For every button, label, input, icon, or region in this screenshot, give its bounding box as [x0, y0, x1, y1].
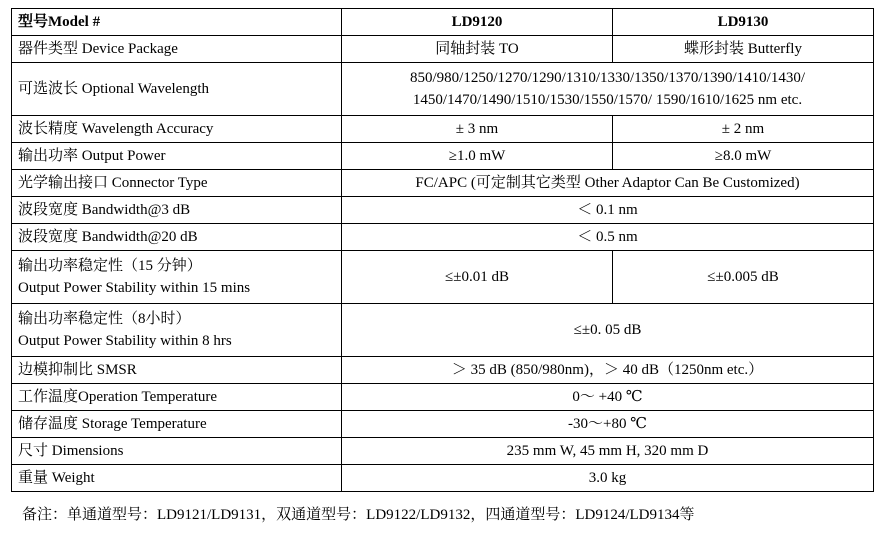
cell-ld9130: ≤±0.005 dB [613, 251, 874, 304]
cell-shared: -30～+80 ℃ [342, 411, 874, 438]
row-weight [12, 465, 874, 492]
cell-ld9130: 蝶形封装 Butterfly [613, 36, 874, 63]
row-label-cn: 输出功率稳定性（15 分钟） [18, 258, 202, 274]
row-label: 储存温度 Storage Temperature [12, 411, 342, 438]
row-dimensions [12, 438, 874, 465]
wavelength-line-2: 1450/1470/1490/1510/1530/1550/1570/ 1590/1610/1625 nm etc. [412, 92, 803, 108]
cell-shared: ≤±0. 05 dB [342, 304, 874, 357]
table-header-row [12, 9, 874, 36]
header-model-ld9120: LD9120 [342, 9, 613, 36]
row-label: 重量 Weight [12, 465, 342, 492]
cell-shared: 235 mm W, 45 mm H, 320 mm D [342, 438, 874, 465]
row-wavelength-accuracy [12, 116, 874, 143]
row-optional-wavelength [12, 63, 874, 116]
cell-shared [342, 63, 874, 116]
row-stability-15min [12, 251, 874, 304]
row-smsr [12, 357, 874, 384]
row-label: 输出功率 Output Power [12, 143, 342, 170]
cell-shared: ＜ 0.1 nm [342, 197, 874, 224]
row-label: 工作温度Operation Temperature [12, 384, 342, 411]
cell-ld9120: ≥1.0 mW [342, 143, 613, 170]
cell-ld9120: 同轴封装 TO [342, 36, 613, 63]
row-label: 器件类型 Device Package [12, 36, 342, 63]
footnote: 备注：单通道型号：LD9121/LD9131，双通道型号：LD9122/LD9132，四通道型号：LD9124/LD9134等 [22, 507, 695, 523]
row-storage-temperature [12, 411, 874, 438]
row-label [12, 251, 342, 304]
row-label: 波段宽度 Bandwidth@3 dB [12, 197, 342, 224]
row-label [12, 304, 342, 357]
cell-ld9130: ≥8.0 mW [613, 143, 874, 170]
row-device-package [12, 36, 874, 63]
row-label: 波长精度 Wavelength Accuracy [12, 116, 342, 143]
cell-shared: 3.0 kg [342, 465, 874, 492]
row-label: 波段宽度 Bandwidth@20 dB [12, 224, 342, 251]
header-model-label: 型号Model # [12, 9, 342, 36]
cell-shared: FC/APC (可定制其它类型 Other Adaptor Can Be Customized) [342, 170, 874, 197]
cell-ld9120: ≤±0.01 dB [342, 251, 613, 304]
cell-ld9120: ± 3 nm [342, 116, 613, 143]
cell-ld9130: ± 2 nm [613, 116, 874, 143]
row-label: 可选波长 Optional Wavelength [12, 63, 342, 116]
row-stability-8hrs [12, 304, 874, 357]
row-label: 尺寸 Dimensions [12, 438, 342, 465]
row-output-power [12, 143, 874, 170]
cell-shared: 0～ +40 ℃ [342, 384, 874, 411]
cell-shared: ＜ 0.5 nm [342, 224, 874, 251]
wavelength-line-1: 850/980/1250/1270/1290/1310/1330/1350/1370/1390/1410/1430/ [409, 70, 805, 86]
cell-shared: ＞ 35 dB (850/980nm)，＞ 40 dB（1250nm etc.） [342, 357, 874, 384]
row-operation-temperature [12, 384, 874, 411]
header-model-ld9130: LD9130 [613, 9, 874, 36]
row-connector-type [12, 170, 874, 197]
row-label-cn: 输出功率稳定性（8小时） [18, 311, 191, 327]
row-label: 边模抑制比 SMSR [12, 357, 342, 384]
spec-table [11, 8, 874, 492]
row-bandwidth-3db [12, 197, 874, 224]
row-label-en: Output Power Stability within 15 mins [18, 280, 251, 296]
row-label: 光学输出接口 Connector Type [12, 170, 342, 197]
row-bandwidth-20db [12, 224, 874, 251]
row-label-en: Output Power Stability within 8 hrs [18, 333, 232, 349]
